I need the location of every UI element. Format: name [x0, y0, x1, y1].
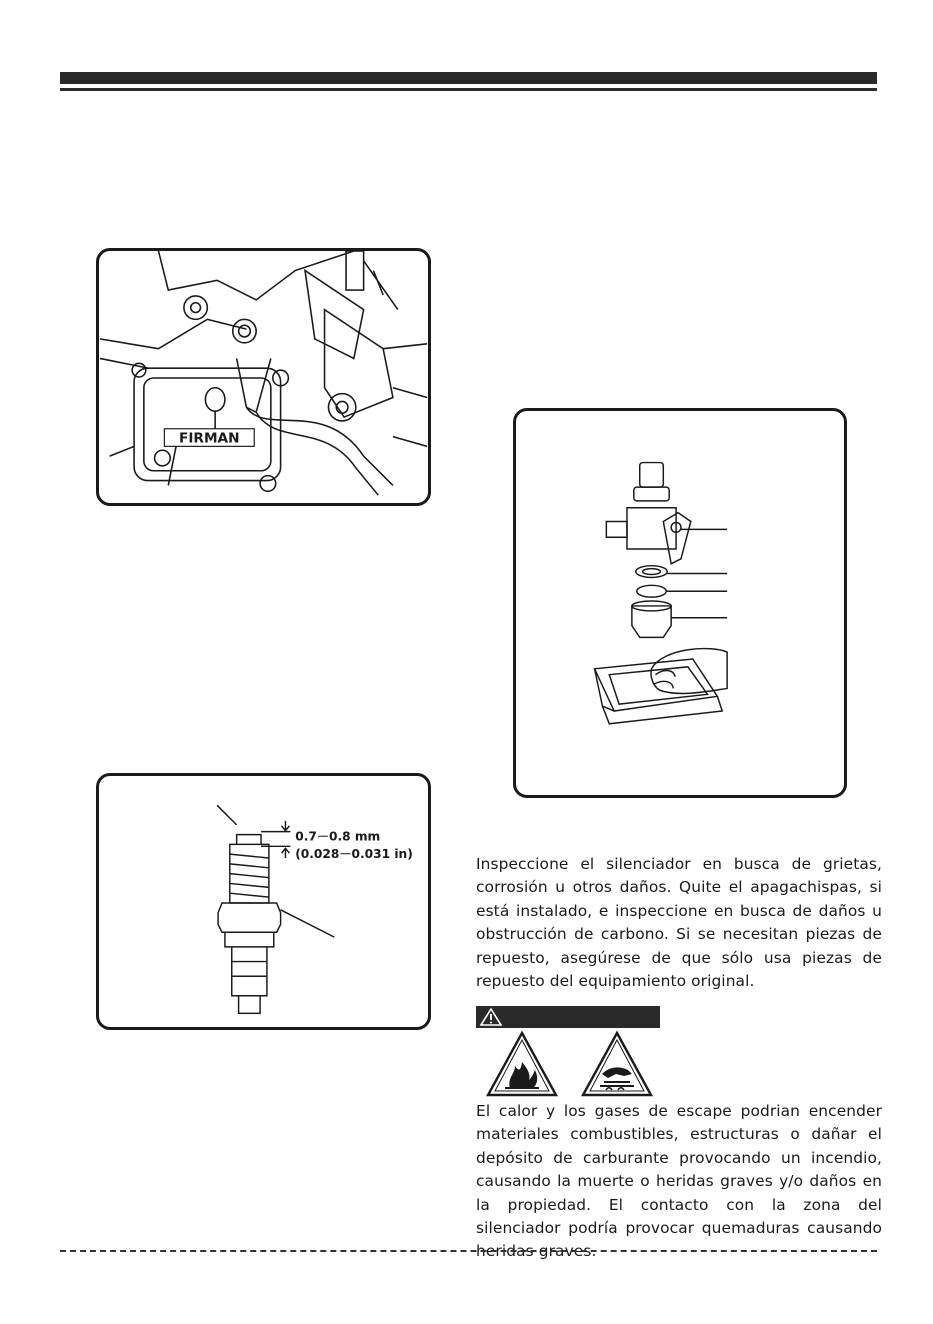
spark-plug-gap-figure [96, 773, 431, 1030]
warning-triangle-icon [476, 1006, 506, 1028]
gap-in-label: (0.028－0.031 in) [295, 847, 413, 862]
engine-spark-plug-figure [96, 248, 431, 506]
footer-dashed-rule [60, 1250, 877, 1252]
warning-header [476, 1006, 660, 1028]
fuel-valve-figure [513, 408, 847, 798]
fuel-valve-illustration [516, 411, 844, 795]
header-rule [60, 88, 877, 91]
gap-mm-label: 0.7－0.8 mm [295, 829, 381, 844]
warning-text: El calor y los gases de escape podrian encender materiales combustibles, estructuras o dañar el depósito de carburante provocando un incendio, causando la muerte o heridas graves y/o daños en la propiedad. El contacto con la zona del silenciador podría provocar quemaduras causando heridas graves. [476, 1102, 882, 1261]
brand-text: FIRMAN [179, 430, 240, 447]
muffler-inspection-text: Inspeccione el silenciador en busca de grietas, corrosión u otros daños. Quite el apagachispas, si está instalado, e inspeccione en busca de daños u obstrucción de carbono. Si se necesitan piezas de repuesto, asegúrese de que sólo usa piezas de repuesto del equipamiento original. [476, 855, 882, 991]
hot-surface-icon [580, 1030, 654, 1098]
fire-hazard-icon [485, 1030, 559, 1098]
header-bar [60, 72, 877, 84]
engine-illustration [99, 251, 428, 503]
spark-plug-illustration [99, 776, 428, 1027]
